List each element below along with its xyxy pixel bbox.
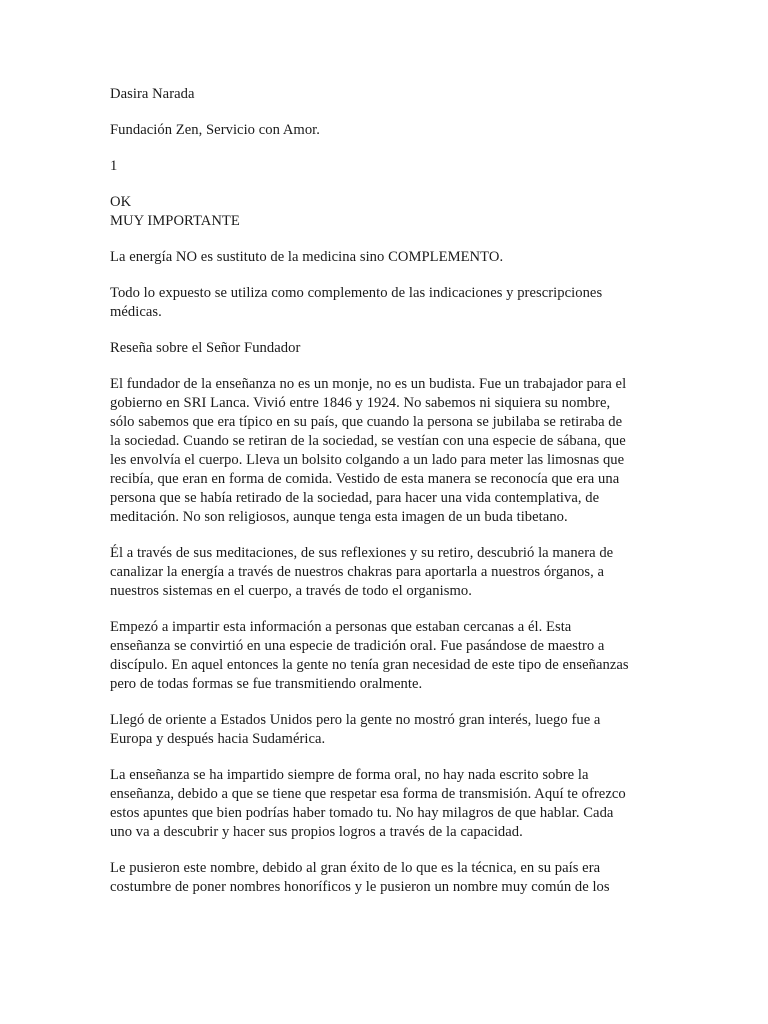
text-line: costumbre de poner nombres honoríficos y le pusieron un nombre muy común de los [110,879,610,895]
text-line: enseñanza, debido a que se tiene que respetar esa forma de transmisión. Aquí te ofrezco [110,786,626,802]
text-line: discípulo. En aquel entonces la gente no tenía gran necesidad de este tipo de enseñanzas [110,657,629,673]
text-line: recibía, que eran en forma de comida. Vestido de esta manera se reconocía que era una [110,471,620,487]
paragraph-meditations [110,544,660,601]
paragraph-founder [110,375,660,527]
text-line: La enseñanza se ha impartido siempre de forma oral, no hay nada escrito sobre la [110,767,589,783]
text-line: médicas. [110,304,162,320]
important-label: MUY IMPORTANTE [110,213,240,229]
ok-label: OK [110,194,132,210]
paragraph-name-origin [110,859,660,897]
text-line: Todo lo expuesto se utiliza como complemento de las indicaciones y prescripciones [110,285,603,301]
text-line: El fundador de la enseñanza no es un monje, no es un budista. Fue un trabajador para el [110,376,627,392]
text-line: uno va a descubrir y hacer sus propios logros a través de la capacidad. [110,824,523,840]
author-name: Dasira Narada [110,86,195,102]
text-line: Europa y después hacia Sudamérica. [110,731,326,747]
paragraph-teaching [110,618,660,694]
text-line: persona que se había retirado de la sociedad, para hacer una vida contemplativa, de [110,490,600,506]
text-line: Empezó a impartir esta información a personas que estaban cercanas a él. Esta [110,619,572,635]
paragraph-complement [110,284,660,322]
text-line: meditación. No son religiosos, aunque tenga esta imagen de un buda tibetano. [110,509,568,525]
text-line: Él a través de sus meditaciones, de sus reflexiones y su retiro, descubrió la manera de [110,545,614,561]
text-line: pero de todas formas se fue transmitiendo oralmente. [110,676,423,692]
organization-name: Fundación Zen, Servicio con Amor. [110,122,320,138]
text-line: gobierno en SRI Lanca. Vivió entre 1846 y 1924. No sabemos ni siquiera su nombre, [110,395,611,411]
text-line: estos apuntes que bien podrías haber tomado tu. No hay milagros de que hablar. Cada [110,805,614,821]
text-line: Le pusieron este nombre, debido al gran éxito de lo que es la técnica, en su país era [110,860,601,876]
document-body [110,85,660,897]
text-line: Llegó de oriente a Estados Unidos pero la gente no mostró gran interés, luego fue a [110,712,601,728]
text-line: les envolvía el cuerpo. Lleva un bolsito colgando a un lado para meter las limosnas que [110,452,625,468]
paragraph-energy-note: La energía NO es sustituto de la medicina sino COMPLEMENTO. [110,249,504,265]
text-line: enseñanza se convirtió en una especie de tradición oral. Fue pasándose de maestro a [110,638,605,654]
ok-important-block [110,193,660,231]
text-line: canalizar la energía a través de nuestros chakras para aportarla a nuestros órganos, a [110,564,605,580]
page-number: 1 [110,158,118,174]
text-line: la sociedad. Cuando se retiran de la sociedad, se vestían con una especie de sábana, que [110,433,626,449]
text-line: sólo sabemos que era típico en su país, que cuando la persona se jubilaba se retiraba de [110,414,623,430]
text-line: nuestros sistemas en el cuerpo, a través de todo el organismo. [110,583,472,599]
paragraph-journey [110,711,660,749]
section-heading: Reseña sobre el Señor Fundador [110,340,301,356]
paragraph-oral-tradition [110,766,660,842]
